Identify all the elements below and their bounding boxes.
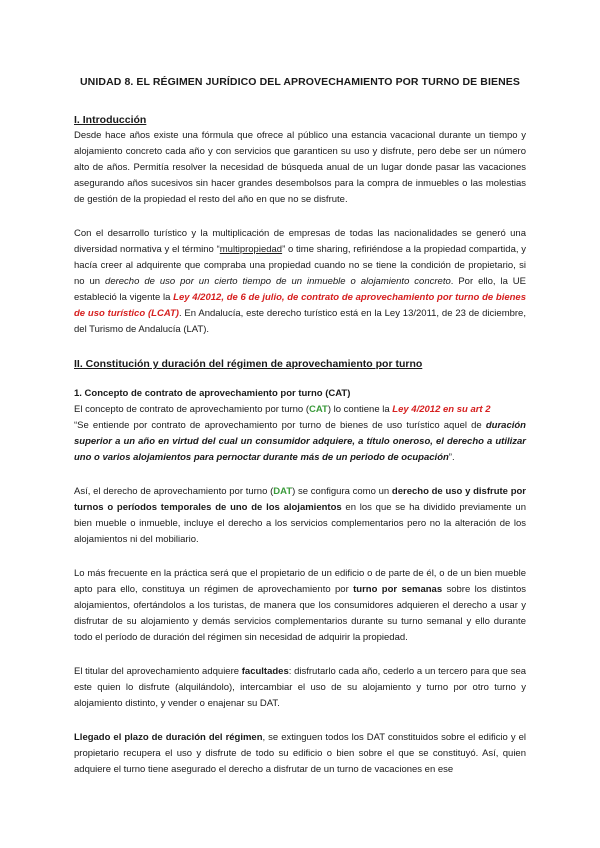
- text-run: Lo más frecuente en la práctica será que el propietario de un edificio o de parte de él, o de un bien mueble apto para ello, constituya un régimen de aprovechamiento por: [74, 568, 526, 595]
- emphasis-facultades: facultades: [241, 666, 289, 677]
- emphasis-turno-por-semanas: turno por semanas: [353, 584, 443, 595]
- law-reference-art2: Ley 4/2012 en su art 2: [392, 404, 491, 415]
- text-run: sobre los distintos alojamientos, ofertándolos a los turistas, de manera que los consumidores adquieren el derecho a usar y disfrutar de su alojamiento y demás servicios complementarios durante su turno semanal y ello durante todo el período de duración del régimen sin necesidad de adquirir la propiedad.: [74, 584, 526, 643]
- text-run: ) lo contiene la: [327, 404, 393, 415]
- text-run: El concepto de contrato de aprovechamiento por turno (: [74, 404, 310, 415]
- practice-paragraph: [74, 566, 526, 646]
- section-heading-constitucion: II. Constitución y duración del régimen de aprovechamiento por turno: [74, 358, 423, 370]
- document-title: UNIDAD 8. EL RÉGIMEN JURÍDICO DEL APROVECHAMIENTO POR TURNO DE BIENES: [80, 76, 520, 88]
- emphasis-plazo-duracion: Llegado el plazo de duración del régimen: [74, 732, 263, 743]
- intro-paragraph-1: Desde hace años existe una fórmula que ofrece al público una estancia vacacional durante un tiempo y alojamiento concreto cada año y con servicios que garanticen su uso y disfrute, pero debe ser un número alto de años. Permitía resolver la necesidad de búsqueda anual de un lugar donde pasar las vacaciones asegurando años sucesivos sin hacer grandes desembolsos para la compra de inmuebles o las molestias de gestión de la propiedad el resto del año en que no se disfrute.: [74, 130, 526, 205]
- text-run: : disfrutarlo cada año, cederlo a un tercero para que sea este quien lo disfrute (alquilándolo), intercambiar el uso de su alojamiento y turno por otro turno y alojamiento distinto, y vender o enajenar su DAT.: [74, 666, 527, 709]
- acronym-cat: CAT: [309, 404, 328, 415]
- text-run: en los que se ha dividido previamente un bien mueble o inmueble, incluye el derecho a los servicios complementarios pero no la alteración de los alojamientos ni del mobiliario.: [74, 502, 526, 545]
- law-reference-lcat: Ley 4/2012, de 6 de julio, de contrato de aprovechamiento por turno de bienes de uso turístico (LCAT): [74, 292, 526, 319]
- acronym-dat: DAT: [273, 486, 293, 497]
- text-run: . En Andalucía, este derecho turístico está en la Ley 13/2011, de 23 de diciembre, del Turismo de Andalucía (LAT).: [74, 308, 526, 335]
- text-run: . Por ello, la UE estableció la vigente la: [74, 276, 527, 303]
- section-heading-introduccion: I. Introducción: [74, 114, 147, 126]
- text-run: ) se configura como un: [292, 486, 392, 497]
- dat-paragraph: [74, 484, 526, 548]
- intro-paragraph-2: [74, 226, 526, 338]
- subheading-concepto-cat: 1. Concepto de contrato de aprovechamiento por turno (CAT): [74, 388, 351, 399]
- quote-emphasis: duración superior a un año en virtud del cual un consumidor adquiere, a título oneroso, el derecho a utilizar uno o varios alojamientos para pernoctar durante más de un periodo de ocupación: [74, 420, 526, 463]
- text-run: ”.: [448, 452, 455, 463]
- text-run: “Se entiende por contrato de aprovechamiento por turno de bienes de uso turístico aquel de: [74, 420, 486, 431]
- emphasis-derecho-uso-disfrute: derecho de uso y disfrute por turnos o períodos temporales de uno de los alojamientos: [74, 486, 526, 513]
- text-run: El titular del aprovechamiento adquiere: [74, 666, 242, 677]
- faculties-paragraph: [74, 664, 526, 712]
- text-run: ” o time sharing, refiriéndose a la propiedad compartida, y hacía creer al adquirente que compraba una propiedad cuando no se tiene la condición de propietario, si no un: [74, 244, 527, 287]
- emphasis-derecho-de-uso: derecho de uso por un cierto tiempo de un inmueble o alojamiento concreto: [105, 276, 451, 287]
- concept-paragraph: [74, 402, 526, 466]
- text-run: Así, el derecho de aprovechamiento por turno (: [74, 486, 274, 497]
- text-run: Con el desarrollo turístico y la multiplicación de empresas de todas las nacionalidades se generó una diversidad normativa y el término “: [74, 228, 526, 255]
- expiry-paragraph: [74, 730, 526, 778]
- term-multipropiedad: multipropiedad: [219, 244, 283, 255]
- text-run: , se extinguen todos los DAT constituidos sobre el edificio y el propietario recupera el uso y disfrute de todo su edificio o bien sobre el que se constituyó. Así, quien adquiere el turno tiene asegurado el derecho a disfrutar de un turno de vacaciones en ese: [74, 732, 526, 775]
